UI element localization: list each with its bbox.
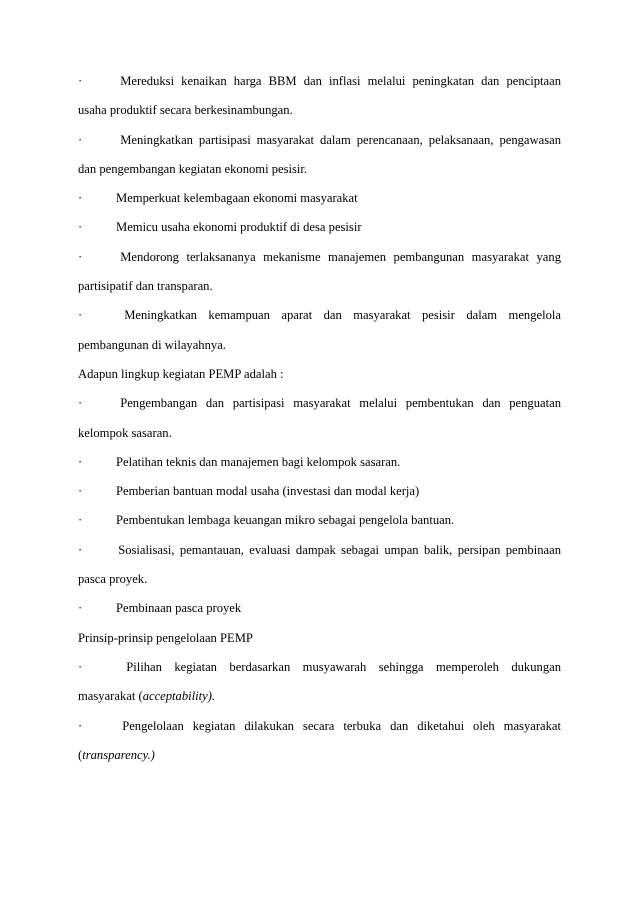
bullet-text: Pemberian bantuan modal usaha (investasi dan modal kerja) (116, 484, 420, 499)
continuation-text: pasca proyek. (78, 572, 148, 587)
bullet-text: Memperkuat kelembagaan ekonomi masyarakat (116, 191, 358, 206)
continuation-end: ) (150, 747, 155, 762)
bullet-marker: · (78, 220, 83, 235)
bullet-text: Pengembangan dan partisipasi masyarakat melalui pembentukan dan penguatan (120, 396, 561, 411)
bullet-text: Mendorong terlaksananya mekanisme manajemen pembangunan masyarakat yang (120, 249, 561, 264)
continuation-text: dan pengembangan kegiatan ekonomi pesisir. (78, 161, 308, 176)
document-body (78, 73, 561, 776)
bullet-text: Meningkatkan partisipasi masyarakat dalam perencanaan, pelaksanaan, pengawasan (120, 132, 561, 147)
section-heading-text: Adapun lingkup kegiatan PEMP adalah : (78, 366, 284, 381)
bullet-marker: · (78, 659, 83, 674)
continuation-line (78, 747, 561, 776)
bullet-line (78, 454, 561, 483)
continuation-line (78, 161, 561, 190)
continuation-text: ( (78, 747, 83, 762)
bullet-text: Pilihan kegiatan berdasarkan musyawarah sehingga memperoleh dukungan (126, 659, 561, 674)
bullet-line (78, 249, 561, 278)
bullet-text: Meningkatkan kemampuan aparat dan masyarakat pesisir dalam mengelola (124, 308, 561, 323)
continuation-text: partisipatif dan transparan. (78, 279, 213, 294)
bullet-marker: · (78, 601, 83, 616)
bullet-marker: · (78, 74, 83, 88)
bullet-marker: · (78, 718, 83, 733)
bullet-line (78, 512, 561, 541)
section-heading (78, 630, 561, 659)
bullet-line (78, 219, 561, 248)
bullet-marker: · (78, 132, 83, 147)
bullet-line (78, 659, 561, 688)
bullet-marker: · (78, 249, 83, 264)
continuation-text: kelompok sasaran. (78, 425, 172, 440)
bullet-line (78, 395, 561, 424)
bullet-line (78, 483, 561, 512)
bullet-line (78, 132, 561, 161)
bullet-line (78, 542, 561, 571)
italic-term: acceptability (142, 689, 208, 704)
bullet-line (78, 600, 561, 629)
continuation-text: usaha produktif secara berkesinambungan. (78, 103, 293, 118)
bullet-marker: · (78, 191, 83, 206)
bullet-text: Pengelolaan kegiatan dilakukan secara terbuka dan diketahui oleh masyarakat (122, 718, 561, 733)
bullet-marker: · (78, 308, 83, 323)
bullet-marker: · (78, 454, 83, 469)
bullet-marker: · (78, 513, 83, 528)
continuation-line (78, 571, 561, 600)
continuation-text: pembangunan di wilayahnya. (78, 337, 226, 352)
bullet-line (78, 190, 561, 219)
section-heading-text: Prinsip-prinsip pengelolaan PEMP (78, 630, 253, 645)
bullet-line (78, 307, 561, 336)
continuation-line (78, 337, 561, 366)
bullet-text: Pelatihan teknis dan manajemen bagi kelompok sasaran. (116, 454, 401, 469)
bullet-marker: · (78, 484, 83, 499)
italic-term: transparency. (82, 747, 151, 762)
continuation-line (78, 102, 561, 131)
section-heading (78, 366, 561, 395)
bullet-text: Sosialisasi, pemantauan, evaluasi dampak sebagai umpan balik, persipan pembinaan (118, 542, 561, 557)
continuation-end: ). (207, 689, 216, 704)
bullet-text: Pembentukan lembaga keuangan mikro sebagai pengelola bantuan. (116, 513, 455, 528)
bullet-text: Pembinaan pasca proyek (116, 601, 242, 616)
continuation-line (78, 688, 561, 717)
bullet-marker: · (78, 396, 83, 411)
bullet-line (78, 718, 561, 747)
bullet-text: Memicu usaha ekonomi produktif di desa pesisir (116, 220, 362, 235)
bullet-line (78, 73, 561, 102)
continuation-line (78, 425, 561, 454)
bullet-marker: · (78, 542, 83, 557)
continuation-line (78, 278, 561, 307)
continuation-text: masyarakat ( (78, 689, 143, 704)
bullet-text: Mereduksi kenaikan harga BBM dan inflasi melalui peningkatan dan penciptaan (120, 74, 561, 88)
